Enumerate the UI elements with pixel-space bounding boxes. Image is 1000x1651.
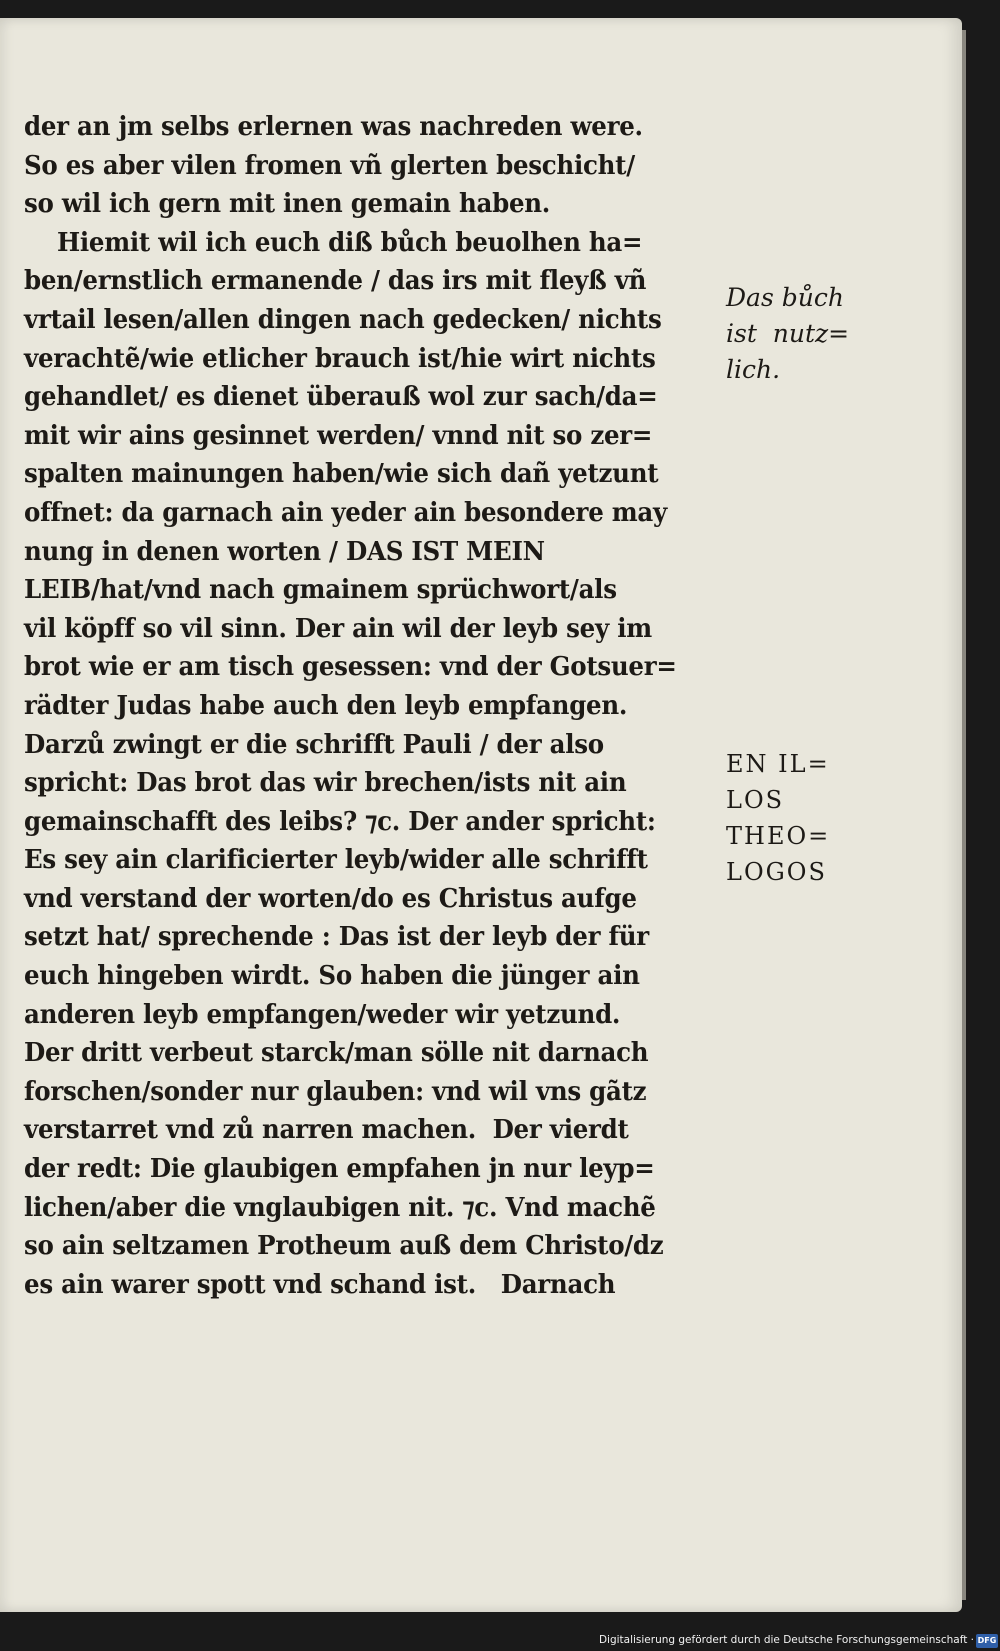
margin-note-line: THEO= <box>726 822 831 850</box>
text-line: euch hingeben wirdt. So haben die jünger ain <box>24 961 640 992</box>
text-line: so wil ich gern mit inen gemain haben. <box>24 189 551 220</box>
text-line: So es aber vilen fromen vñ glerten beschicht/ <box>24 150 635 181</box>
margin-notes <box>726 18 886 1618</box>
text-line: LEIB/hat/vnd nach gmainem sprüchwort/als <box>24 575 617 606</box>
text-line: vnd verstand der worten/do es Christus aufge <box>24 883 637 914</box>
text-line: Es sey ain clarificierter leyb/wider alle schrifft <box>24 845 648 876</box>
text-line: lichen/aber die vnglaubigen nit. ⁊c. Vnd machẽ <box>24 1192 656 1223</box>
text-line: der an jm selbs erlernen was nachreden were. <box>24 112 643 142</box>
text-line: gemainschafft des leibs? ⁊c. Der ander spricht: <box>24 806 656 837</box>
text-line: spalten mainungen haben/wie sich dañ yetzunt <box>24 459 659 490</box>
text-line: Darzů zwingt er die schrifft Pauli / der also <box>24 729 604 760</box>
text-line: spricht: Das brot das wir brechen/ists nit ain <box>24 768 627 799</box>
margin-note-line: lich. <box>726 355 781 384</box>
text-line: forschen/sonder nur glauben: vnd wil vns gãtz <box>24 1076 647 1107</box>
text-line: so ain seltzamen Protheum auß dem Christo/dz <box>24 1231 664 1262</box>
text-line: mit wir ains gesinnet werden/ vnnd nit so zer= <box>24 420 653 451</box>
text-line: Der dritt verbeut starck/man sölle nit darnach <box>24 1038 649 1069</box>
margin-note-line: Das bůch <box>726 283 844 312</box>
margin-note-line: LOGOS <box>726 858 827 886</box>
book-page <box>0 18 962 1612</box>
text-line: anderen leyb empfangen/weder wir yetzund. <box>24 999 621 1030</box>
margin-note-line: EN IL= <box>726 750 830 778</box>
text-line: vil köpff so vil sinn. Der ain wil der leyb sey im <box>24 613 652 644</box>
text-line: offnet: da garnach ain yeder ain besondere may <box>24 497 667 528</box>
text-line: es ain warer spott vnd schand ist. Darnach <box>24 1269 616 1300</box>
text-line: ben/ernstlich ermanende / das irs mit fleyß vñ <box>24 266 647 297</box>
margin-note-line: LOS <box>726 786 785 814</box>
main-text-block <box>24 108 724 1304</box>
dfg-logo-icon: DFG <box>976 1634 998 1648</box>
margin-note-theologos <box>726 746 830 890</box>
text-line: nung in denen worten / DAS IST MEIN <box>24 536 545 567</box>
text-line: vrtail lesen/allen dingen nach gedecken/ nichts <box>24 304 662 335</box>
text-line: verachtẽ/wie etlicher brauch ist/hie wirt nichts <box>24 343 656 374</box>
text-line: verstarret vnd zů narren machen. Der vierdt <box>24 1115 629 1146</box>
text-line: rädter Judas habe auch den leyb empfangen. <box>24 690 628 721</box>
text-line: gehandlet/ es dienet überauß wol zur sach/da= <box>24 382 658 413</box>
text-line: setzt hat/ sprechende : Das ist der leyb der für <box>24 922 649 953</box>
page-edge <box>962 30 966 1600</box>
margin-note-line: ist nutz= <box>726 319 850 348</box>
margin-note-book-useful <box>726 280 849 388</box>
text-line: brot wie er am tisch gesessen: vnd der Gotsuer= <box>24 652 677 683</box>
footer-bar <box>590 1632 1000 1651</box>
text-line: Hiemit wil ich euch diß bůch beuolhen ha= <box>24 227 643 258</box>
text-line: der redt: Die glaubigen empfahen jn nur leyp= <box>24 1154 655 1185</box>
funding-credit: Digitalisierung gefördert durch die Deutsche Forschungsgemeinschaft · <box>598 1634 974 1646</box>
